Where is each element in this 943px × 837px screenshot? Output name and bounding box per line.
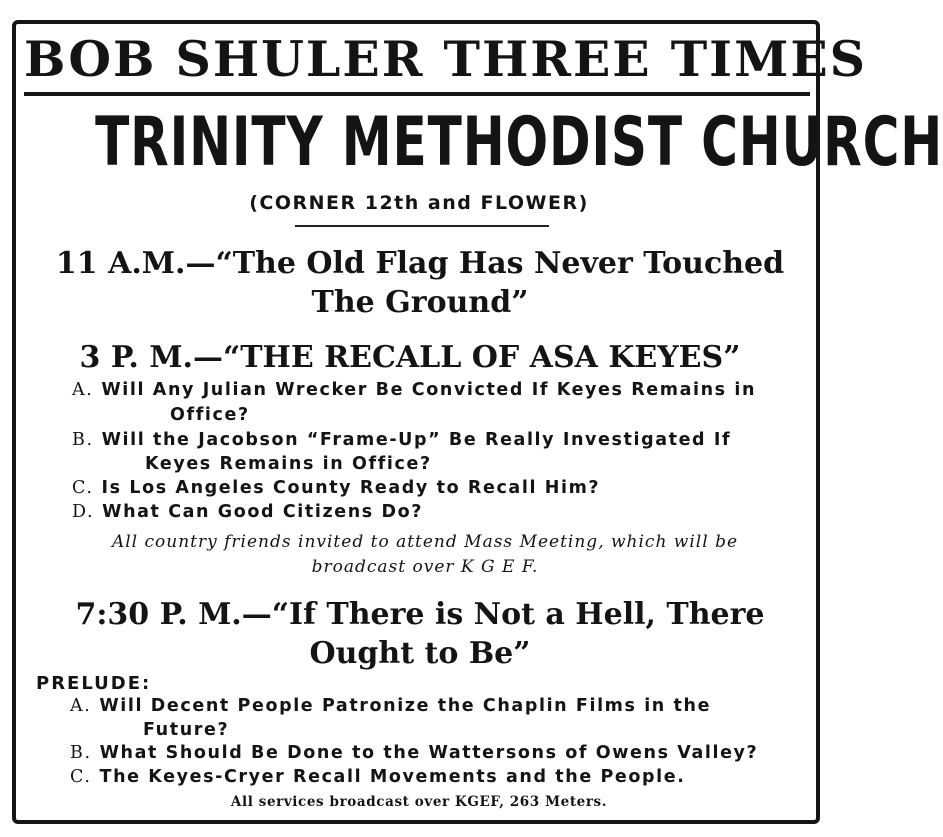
afternoon-point-b-cont: Keyes Remains in Office?	[145, 454, 432, 474]
church-name: TRINITY METHODIST CHURCH	[95, 103, 943, 182]
afternoon-point-a-cont: Office?	[170, 405, 250, 425]
afternoon-service-title: 3 P. M.—“THE RECALL OF ASA KEYES”	[79, 340, 741, 375]
point-text: Will Decent People Patronize the Chaplin Films in the	[99, 696, 712, 716]
headline: BOB SHULER THREE TIMES	[24, 30, 868, 88]
location-rule	[295, 225, 549, 227]
church-location: (CORNER 12th and FLOWER)	[249, 192, 589, 214]
point-text: Will the Jacobson “Frame-Up” Be Really Investigated If	[101, 430, 732, 450]
point-letter: A.	[72, 380, 94, 400]
afternoon-point-a	[72, 378, 756, 402]
afternoon-point-b	[72, 428, 731, 452]
broadcast-footer: All services broadcast over KGEF, 263 Meters.	[230, 794, 608, 810]
point-letter: C.	[70, 767, 92, 787]
point-letter: D.	[72, 502, 95, 522]
point-text: What Can Good Citizens Do?	[102, 502, 423, 522]
evening-point-c	[70, 765, 685, 789]
afternoon-point-d	[72, 500, 423, 524]
point-letter: B.	[70, 743, 92, 763]
prelude-label: PRELUDE:	[36, 673, 152, 694]
evening-point-a-cont: Future?	[143, 720, 230, 740]
point-letter: B.	[72, 430, 94, 450]
evening-point-b	[70, 741, 758, 765]
point-text: Will Any Julian Wrecker Be Convicted If Keyes Remains in	[101, 380, 757, 400]
point-text: Is Los Angeles County Ready to Recall Him?	[101, 478, 601, 498]
morning-service-title-cont: The Ground”	[311, 285, 529, 320]
point-text: The Keyes-Cryer Recall Movements and the People.	[99, 767, 686, 787]
morning-service-title: 11 A.M.—“The Old Flag Has Never Touched	[55, 246, 785, 281]
point-letter: C.	[72, 478, 94, 498]
evening-service-title: 7:30 P. M.—“If There is Not a Hell, There	[75, 597, 765, 632]
headline-rule	[24, 92, 810, 96]
invite-text-cont: broadcast over K G E F.	[311, 557, 539, 577]
point-letter: A.	[70, 696, 92, 716]
invite-text: All country friends invited to attend Mass Meeting, which will be	[111, 532, 739, 552]
point-text: What Should Be Done to the Wattersons of Owens Valley?	[99, 743, 759, 763]
afternoon-point-c	[72, 476, 600, 500]
evening-point-a	[70, 694, 711, 718]
evening-service-title-cont: Ought to Be”	[309, 636, 531, 671]
